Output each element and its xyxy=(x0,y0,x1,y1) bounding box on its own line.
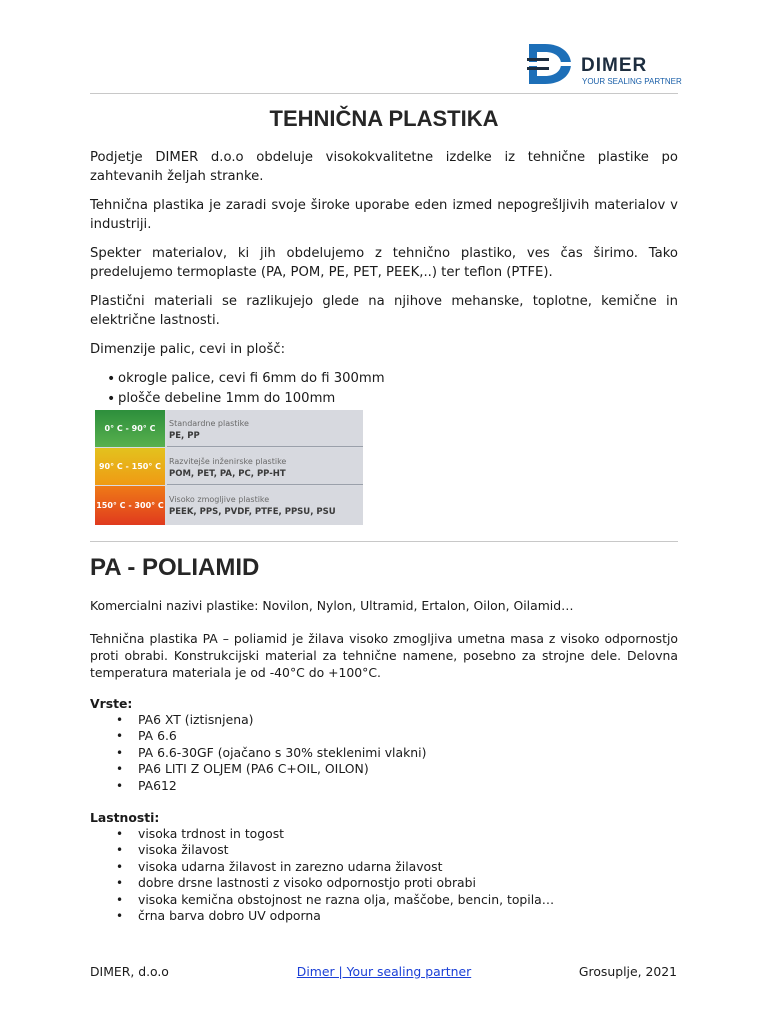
plastic-category: Razvitejše inženirske plastike xyxy=(169,457,287,466)
temp-range-cell: 90° C - 150° C xyxy=(95,448,165,485)
usage-paragraph: Tehnična plastika je zaradi svoje široke uporabe eden izmed nepogrešljivih materialov v industriji. xyxy=(90,198,678,232)
types-list xyxy=(90,712,678,794)
brand-tagline: YOUR SEALING PARTNER xyxy=(582,77,682,86)
table-row xyxy=(95,486,363,525)
section-title: PA - POLIAMID xyxy=(90,554,260,581)
list-item: • dobre drsne lastnosti z visoko odpornostjo proti obrabi xyxy=(90,875,678,891)
trade-names-text: Komercialni nazivi plastike: Novilon, Nylon, Ultramid, Ertalon, Oilon, Oilamid… xyxy=(90,598,574,613)
properties-list xyxy=(90,826,678,924)
header-divider xyxy=(90,93,678,94)
list-item: • visoka kemična obstojnost ne razna olja, maščobe, bencin, topila… xyxy=(90,892,678,908)
section-divider xyxy=(90,541,678,542)
dimensions-list xyxy=(90,369,678,409)
intro-paragraph: Podjetje DIMER d.o.o obdeluje visokokvalitetne izdelke iz tehnične plastike po zahtevanih željah stranke. xyxy=(90,150,678,184)
list-item: • PA 6.6 xyxy=(90,728,678,744)
footer-location-date: Grosuplje, 2021 xyxy=(578,964,677,979)
materials-paragraph: Spekter materialov, ki jih obdelujemo z tehnično plastiko, ves čas širimo. Tako predelujemo termoplaste (PA, POM, PE, PET, PEEK,..) ter teflon (PTFE). xyxy=(90,246,678,280)
list-item: • visoka udarna žilavost in zarezno udarna žilavost xyxy=(90,859,678,875)
list-item: • visoka trdnost in togost xyxy=(90,826,678,842)
footer-company: DIMER, d.o.o xyxy=(90,964,169,979)
temp-range-cell: 0° C - 90° C xyxy=(95,410,165,447)
types-heading: Vrste: xyxy=(90,696,133,711)
list-item: • plošče debeline 1mm do 100mm xyxy=(90,389,678,409)
plastic-materials: PE, PP xyxy=(169,431,200,441)
plastic-category: Standardne plastike xyxy=(169,419,249,428)
table-row xyxy=(95,448,363,485)
plastic-materials: PEEK, PPS, PVDF, PTFE, PPSU, PSU xyxy=(169,507,336,517)
dimer-logo xyxy=(527,40,682,90)
brand-name: DIMER xyxy=(581,55,648,76)
list-item: • črna barva dobro UV odporna xyxy=(90,908,678,924)
table-row xyxy=(95,410,363,447)
footer-website-link[interactable]: Dimer | Your sealing partner xyxy=(296,964,472,979)
plastic-materials: POM, PET, PA, PC, PP-HT xyxy=(169,469,286,479)
temp-range-cell: 150° C - 300° C xyxy=(95,486,165,525)
list-item: • okrogle palice, cevi fi 6mm do fi 300mm xyxy=(90,369,678,389)
plastic-category: Visoko zmogljive plastike xyxy=(169,495,270,504)
list-item: • PA 6.6-30GF (ojačano s 30% steklenimi vlakni) xyxy=(90,745,678,761)
list-item: • PA612 xyxy=(90,778,678,794)
properties-heading: Lastnosti: xyxy=(90,810,160,825)
dimer-logo-icon xyxy=(527,42,573,86)
list-item: • PA6 XT (iztisnjena) xyxy=(90,712,678,728)
properties-paragraph: Plastični materiali se razlikujejo glede na njihove mehanske, toplotne, kemične in električne lastnosti. xyxy=(90,294,678,328)
list-item: • PA6 LITI Z OLJEM (PA6 C+OIL, OILON) xyxy=(90,761,678,777)
dimensions-heading: Dimenzije palic, cevi in plošč: xyxy=(90,342,286,357)
temperature-class-table xyxy=(95,410,363,525)
page-title: TEHNIČNA PLASTIKA xyxy=(269,106,499,131)
pa-description: Tehnična plastika PA – poliamid je žilava visoko zmogljiva umetna masa z visoko odpornostjo proti obrabi. Konstrukcijski material za tehnične namene, posebno za strojne dele. Delovna temperatura materiala je od -40°C do +100°C. xyxy=(90,631,678,680)
list-item: • visoka žilavost xyxy=(90,842,678,858)
